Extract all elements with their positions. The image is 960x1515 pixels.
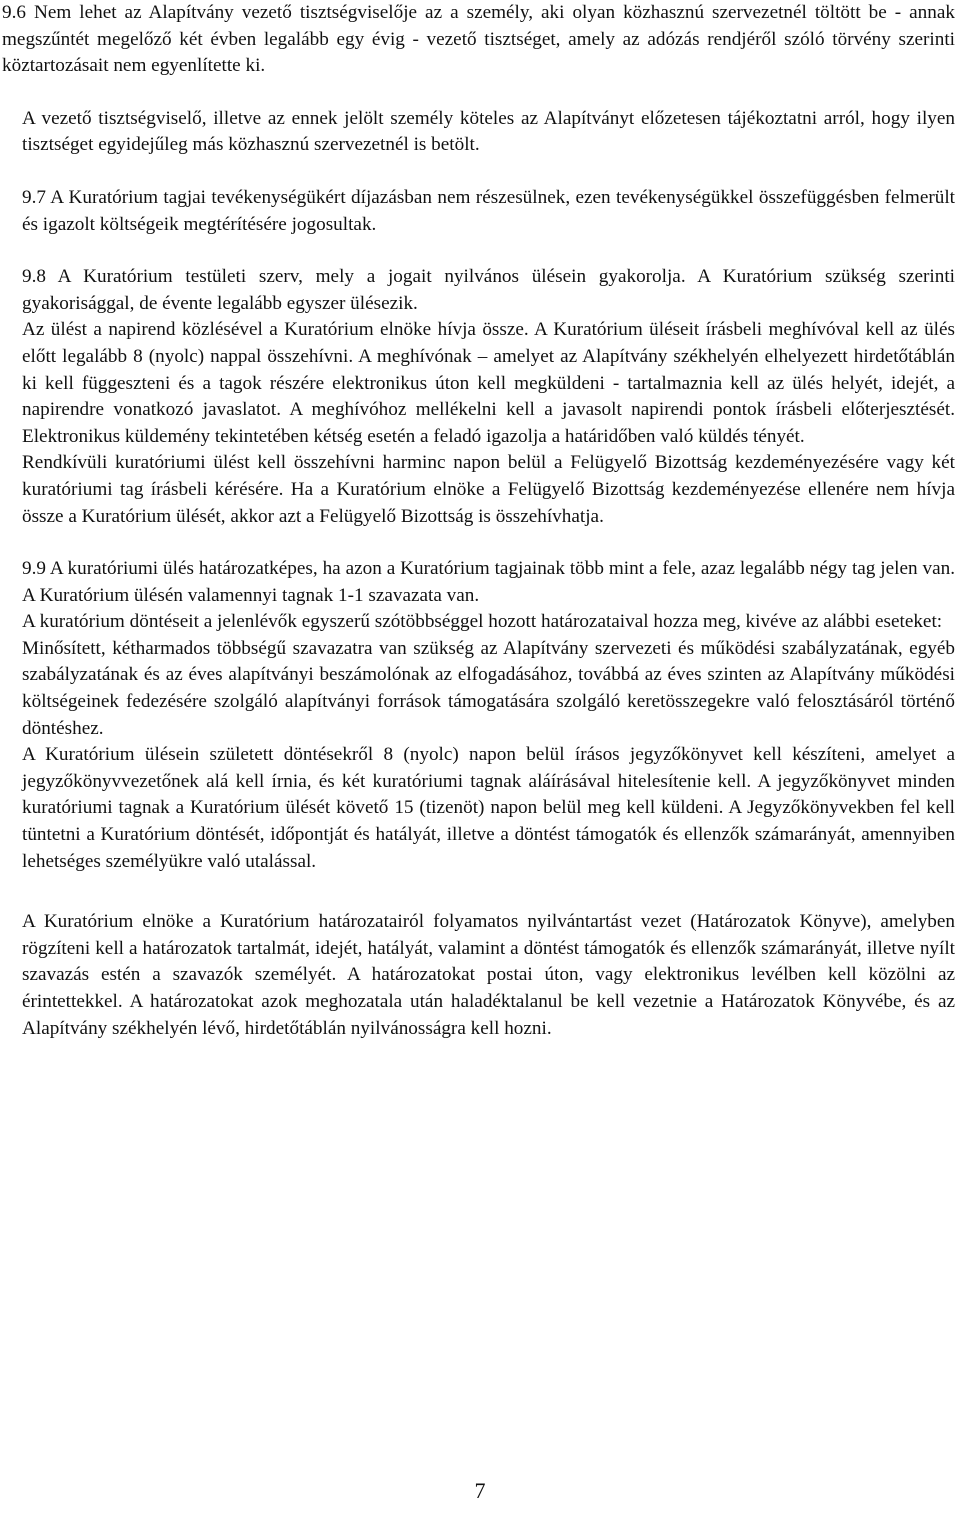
paragraph-9-9: 9.9 A kuratóriumi ülés határozatképes, ha azon a Kuratórium tagjainak több mint a fele, azaz legalább négy tag jelen van. A Kuratórium ülésén valamennyi tagnak 1-1 szavazata van. — [22, 558, 955, 606]
document-body — [2, 0, 955, 1042]
paragraph-9-7: 9.7 A Kuratórium tagjai tevékenységükért díjazásban nem részesülnek, ezen tevékenységükkel összefüggésben felmerült és igazolt költségeik megtérítésére jogosultak. — [22, 186, 955, 235]
page-number: 7 — [474, 1478, 486, 1503]
paragraph-9-8: 9.8 A Kuratórium testületi szerv, mely a jogait nyilvános ülésein gyakorolja. A Kuratórium szükség szerinti gyakorisággal, de évente legalább egyszer ülésezik. — [22, 266, 955, 314]
paragraph-9-8-extraordinary: Rendkívüli kuratóriumi ülést kell összehívni harminc napon belül a Felügyelő Bizottság kezdeményezésére vagy két kuratóriumi tag írásbeli kérésére. Ha a Kuratórium elnöke a Felügyelő Bizottság kezdeményezése ellenére nem hívja össze a Kuratórium ülését, akkor azt a Felügyelő Bizottság is összehívhatja. — [22, 452, 955, 527]
paragraph-9-9-minutes: A Kuratórium ülésein született döntésekről 8 (nyolc) napon belül írásos jegyzőkönyvet kell készíteni, amelyet a jegyzőkönyvvezetőnek alá kell írnia, és két kuratóriumi tagnak aláírásával hitelesítenie kell. A jegyzőkönyvet minden kuratóriumi tagnak a Kuratórium ülését követő 15 (tizenöt) napon belül meg kell küldeni. A Jegyzőkönyvekben fel kell tüntetni a Kuratórium döntését, időpontját és hatályát, illetve a döntést támogatók és ellenzők számarányát, amennyiben lehetséges személyükre való utalással. — [22, 744, 955, 872]
paragraph-9-6: 9.6 Nem lehet az Alapítvány vezető tisztségviselője az a személy, aki olyan közhasznú szervezetnél töltött be - annak megszűntét megelőző két évben legalább egy évig - vezető tisztséget, amely az adózás rendjéről szóló törvény szerinti köztartozásait nem egyenlítette ki. — [2, 2, 955, 77]
paragraph-9-8-convening: Az ülést a napirend közlésével a Kuratórium elnöke hívja össze. A Kuratórium üléseit írásbeli meghívóval kell az ülés előtt legalább 8 (nyolc) nappal összehívni. A meghívónak – amelyet az Alapítvány székhelyén elhelyezett hirdetőtáblán ki kell függeszteni és a tagok részére elektronikus úton kell megküldeni - tartalmaznia kell az ülés helyét, idejét, a napirendre vonatkozó javaslatot. A meghívóhoz mellékelni kell a javasolt napirendi pontok írásbeli előterjesztését. Elektronikus küldemény tekintetében kétség esetén a feladó igazolja a határidőben való küldés tényét. — [22, 319, 955, 447]
paragraph-9-9-majority: A kuratórium döntéseit a jelenlévők egyszerű szótöbbséggel hozott határozataival hozza meg, kivéve az alábbi eseteket: — [22, 611, 943, 633]
paragraph-9-9-qualified: Minősített, kétharmados többségű szavazatra van szükség az Alapítvány szervezeti és működési szabályzatának, egyéb szabályzatának és az éves alapítványi beszámolónak az elfogadásához, továbbá az éves szinten az Alapítvány működési költségeinek fedezésére szolgáló alapítványi források támogatására szolgáló keretösszegekre való felosztásáról történő döntéshez. — [22, 637, 955, 739]
paragraph-9-6-notice: A vezető tisztségviselő, illetve az ennek jelölt személy köteles az Alapítványt előzetesen tájékoztatni arról, hogy ilyen tisztséget egyidejűleg más közhasznú szervezetnél is betölt. — [22, 107, 955, 156]
paragraph-9-9-register: A Kuratórium elnöke a Kuratórium határozatairól folyamatos nyilvántartást vezet (Határozatok Könyve), amelyben rögzíteni kell a határozatok tartalmát, idejét, hatályát, valamint a döntést támogatók és ellenzők számarányát, illetve nyílt szavazás estén a szavazók személyét. A határozatokat postai úton, vagy elektronikus levélben kell közölni az érintettekkel. A határozatokat azok meghozatala után haladéktalanul be kell vezetnie a Határozatok Könyvébe, és az Alapítvány székhelyén lévő, hirdetőtáblán nyilvánosságra kell hozni. — [22, 911, 955, 1039]
